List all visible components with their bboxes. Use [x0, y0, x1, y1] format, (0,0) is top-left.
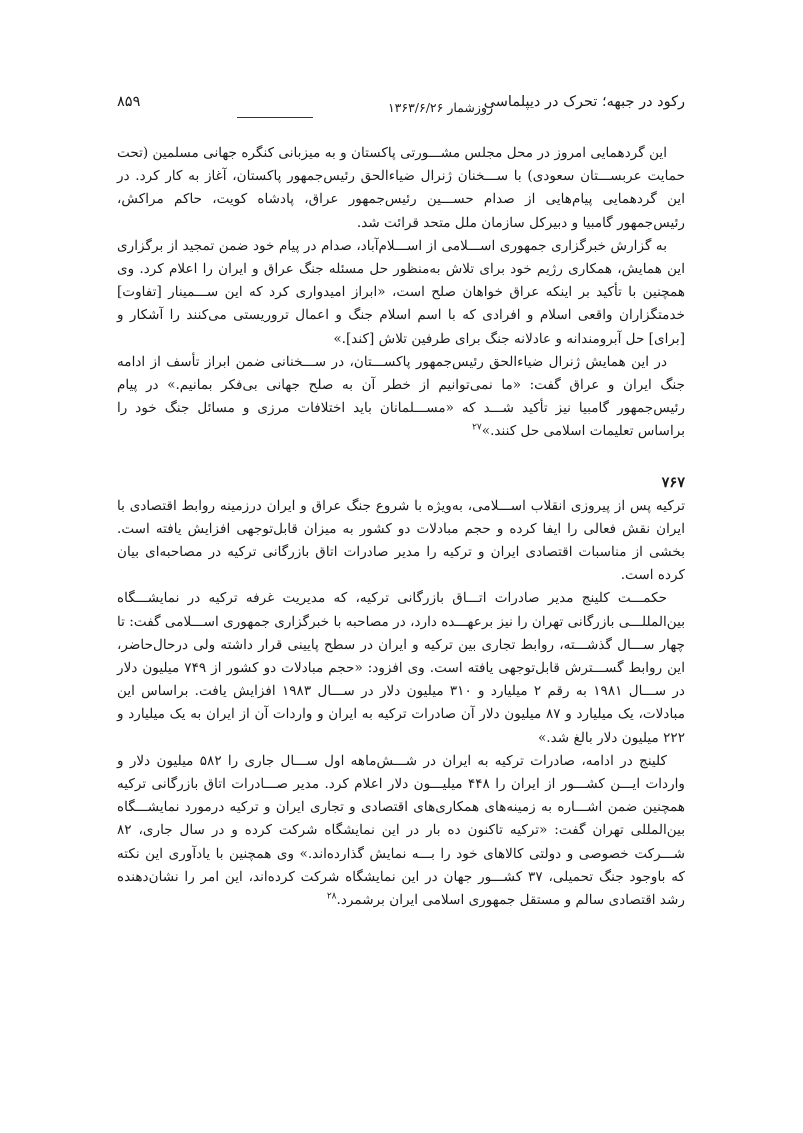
paragraph: ترکیه پس از پیروزی انقلاب اســـلامی، به‌ویژه با شروع جنگ عراق و ایران درزمینه روابط اقتصادی با ایران نقش فعالی را ایفا کرده و حجم مبادلات دو کشور به میزان قابل‌توجهی افزایش یافته است. بخشی از مناسبات اقتصادی ایران و ترکیه را مدیر صادرات اتاق بازرگانی ترکیه در مصاحبه‌ای بیان کرده است.: [117, 497, 685, 584]
paragraph: این گردهمایی امروز در محل مجلس مشـــورتی پاکستان و به میزبانی کنگره جهانی مسلمین (تحت حمایت عربســـتان سعودی) با ســـخنان ژنرال ضیاءالحق رئیس‌جمهور پاکستان، آغاز به کار کرد. در این گردهمایی پیام‌هایی از صدام حســـین رئیس‌جمهور عراق، پادشاه کویت، حاکم مراکش، رئیس‌جمهور گامبیا و دبیرکل سازمان ملل متحد قرائت شد.: [117, 145, 685, 231]
paragraph: حکمـــت کلینج مدیر صادرات اتـــاق بازرگانی ترکیه، که مدیریت غرفه ترکیه در نمایشـــگاه بین‌المللـــی بازرگانی تهران را نیز برعهـــده دارد، در مصاحبه با خبرگزاری جمهوری اســـلامی گفت: تا چهار ســـال گذشـــته، روابط تجاری بین ترکیه و ایران در سطح پایینی قرار داشته ولی درحال‌حاضر، این روابط گســـترش قابل‌توجهی یافته است. وی افزود: «حجم مبادلات دو کشور از ۷۴۹ میلیون دلار در ســـال ۱۹۸۱ به رقم ۲ میلیارد و ۳۱۰ میلیون دلار در ســـال ۱۹۸۳ افزایش یافت. براساس این مبادلات، یک میلیارد و ۸۷ میلیون دلار آن صادرات ترکیه به ایران و واردات آن از ایران به یک میلیارد و ۲۲۲ میلیون دلار بالغ شد.»: [117, 590, 685, 746]
date-label: روزشمار ۱۳۶۳/۶/۲۶: [387, 100, 493, 115]
chapter-title: رکود در جبهه؛ تحرک در دیپلماسی: [483, 94, 685, 110]
document-page: [117, 0, 685, 1133]
paragraph: به گزارش خبرگزاری جمهوری اســـلامی از اســـلام‌آباد، صدام در پیام خود ضمن تمجید از برگزاری این همایش، همکاری رژیم خود برای تلاش به‌منظور حل مسئله جنگ عراق و ایران را اعلام کرد. وی همچنین با تأکید بر اینکه عراق خواهان صلح است، «ابراز امیدواری کرد که این ســـمینار [تفاوت] خدمتگزاران واقعی اسلام و افرادی که با اسم اسلام جنگ و اعمال تروریستی می‌کنند را آشکار و [برای] حل آبرومندانه و عادلانه جنگ برای طرفین تلاش [کند].»: [117, 237, 685, 347]
body-text: [117, 142, 685, 912]
paragraph: در این همایش ژنرال ضیاءالحق رئیس‌جمهور پاکســـتان، در ســـخنانی ضمن ابراز تأسف از ادامه جنگ ایران و عراق گفت: «ما نمی‌توانیم از خطر آن به صلح جهانی بی‌فکر بمانیم.» در پیام رئیس‌جمهور گامبیا نیز تأکید شـــد که «مســـلمانان باید اختلافات مرزی و مسائل جنگ خود را براساس تعلیمات اسلامی حل کنند.»$^{۲۷}$: [117, 353, 685, 440]
header-rule: [237, 117, 313, 118]
page-number: ۸۵۹: [117, 94, 141, 110]
section-number: ۷۶۷: [661, 473, 685, 491]
running-header: [117, 86, 685, 126]
footnote-ref[interactable]: ۲۸: [326, 891, 337, 902]
footnote-ref[interactable]: ۲۷: [472, 422, 482, 433]
paragraph: کلینج در ادامه، صادرات ترکیه به ایران در شـــش‌ماهه اول ســـال جاری را ۵۸۲ میلیون دلار و واردات ایـــن کشـــور از ایران را ۴۴۸ میلیـــون دلار اعلام کرد. مدیر صـــادرات اتاق بازرگانی ترکیه همچنین ضمن اشـــاره به زمینه‌های همکاری‌های اقتصادی و تجاری ایران و ترکیه درمورد نمایشـــگاه بین‌المللی تهران گفت: «ترکیه تاکنون ده بار در این نمایشگاه شرکت کرده و در سال جاری، ۸۲ شـــرکت خصوصی و دولتی کالاهای خود را بـــه نمایش گذارده‌اند.» وی همچنین با یادآوری این نکته که باوجود جنگ تحمیلی، ۳۷ کشـــور جهان در این نمایشگاه شرکت کرده‌اند، این امر را نشان‌دهنده رشد اقتصادی سالم و مستقل جمهوری اسلامی ایران برشمرد.$^{۲۸}$: [117, 752, 685, 909]
